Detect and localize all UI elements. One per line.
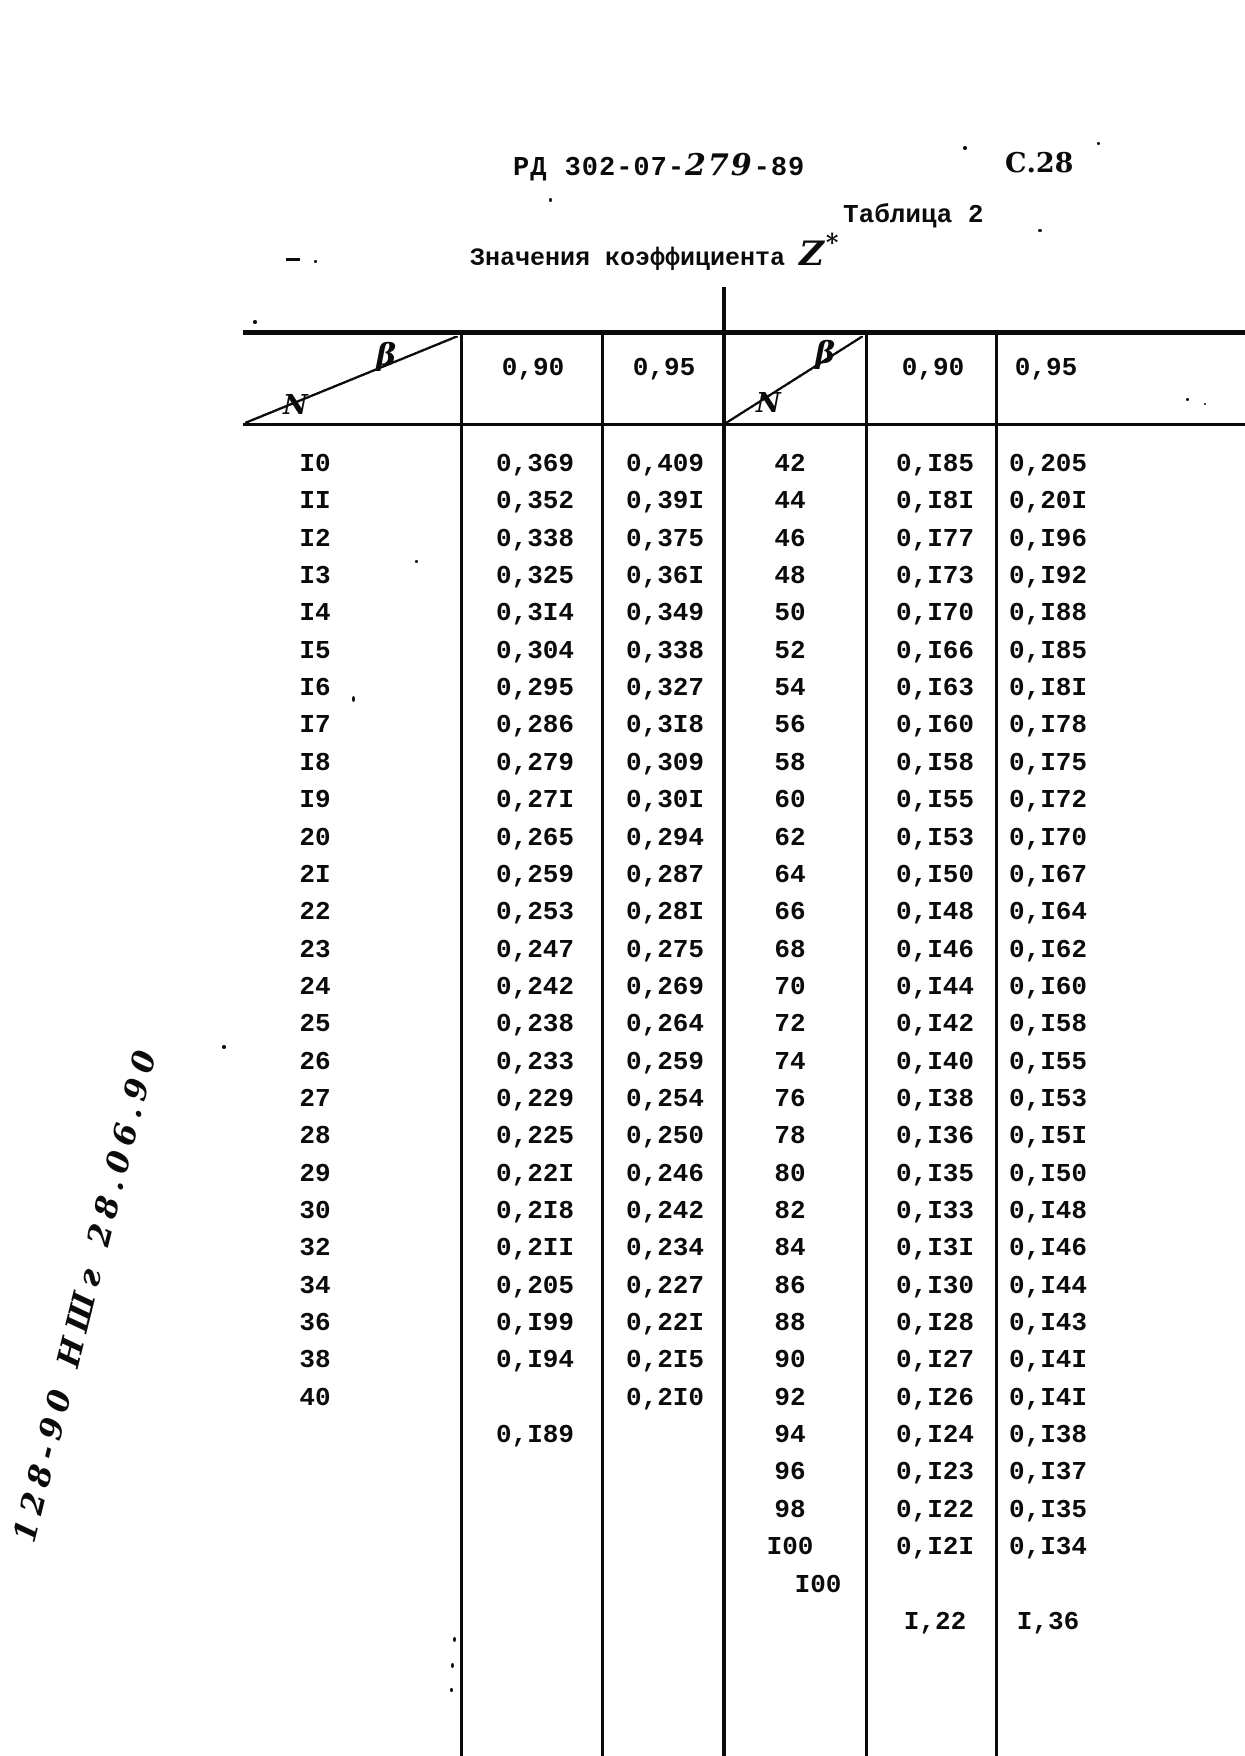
table-cell: I7: [299, 710, 331, 741]
table-cell: 0,I66: [895, 635, 974, 666]
table-cell: 54: [774, 673, 806, 704]
table-cell: 30: [299, 1196, 331, 1226]
table-cell: 46: [774, 523, 806, 554]
table-cell: 48: [774, 561, 806, 592]
beta-label: β: [815, 336, 835, 371]
speckle: [352, 696, 355, 702]
table-cell: 0,I50: [895, 859, 974, 890]
table-cell: 0,I35: [1008, 1494, 1087, 1525]
table-cell: 52: [774, 635, 806, 666]
table-cell: 0,36I: [625, 561, 704, 592]
table-row: [0, 820, 1245, 857]
table-cell: 0,39I: [625, 486, 704, 517]
table-row: [0, 1604, 1245, 1641]
document-number-handwritten: 279: [685, 148, 754, 183]
table-cell: 84: [774, 1233, 806, 1264]
table-cell: 0,I30: [895, 1270, 974, 1301]
table-row: [0, 1193, 1245, 1230]
table-cell: 0,I38: [1008, 1420, 1087, 1451]
table-cell: 0,304: [495, 635, 574, 666]
table-row: [0, 745, 1245, 782]
page-number: С.28: [1005, 148, 1074, 179]
coefficient-star: *: [825, 228, 839, 257]
speckle: [451, 1663, 454, 1668]
table-cell: 0,I63: [895, 673, 974, 704]
table-cell: 0,3I8: [625, 710, 704, 741]
table-row: [0, 1044, 1245, 1081]
table-cell: 0,409: [625, 449, 704, 479]
table-cell: 88: [774, 1308, 806, 1339]
table-row: [0, 1454, 1245, 1491]
table-cell: 42: [774, 449, 806, 479]
table-cell: 0,338: [495, 523, 574, 554]
table-cell: 0,I55: [1008, 1046, 1087, 1077]
table-cell: I9: [299, 785, 331, 816]
table-cell: 0,I8I: [895, 486, 974, 517]
table-row: [0, 446, 1245, 483]
speckle: [253, 320, 257, 324]
table-cell: 0,I58: [1008, 1009, 1087, 1040]
speckle: [1038, 229, 1042, 232]
table-cell: I2: [299, 523, 331, 554]
table-cell: 32: [299, 1233, 331, 1264]
table-cell: 0,30I: [625, 785, 704, 816]
table-cell: 0,242: [625, 1196, 704, 1226]
table-cell: 0,229: [495, 1083, 574, 1114]
table-cell: 0,I35: [895, 1158, 974, 1189]
table-cell: 0,I24: [895, 1420, 974, 1451]
table-cell: 0,279: [495, 747, 574, 778]
speckle: [453, 1637, 456, 1642]
table-cell: 0,349: [625, 598, 704, 629]
table-cell: 60: [774, 785, 806, 816]
table-cell: 0,I43: [1008, 1308, 1087, 1339]
table-cell: 0,265: [495, 822, 574, 853]
table-cell: 0,I8I: [1008, 673, 1087, 704]
table-row: [0, 558, 1245, 595]
table-cell: 38: [299, 1345, 331, 1376]
table-row: [0, 1567, 1245, 1604]
table-cell: 0,I23: [895, 1457, 974, 1488]
table-cell: 0,287: [625, 859, 704, 890]
table-row: [0, 1081, 1245, 1118]
table-cell: 0,2II: [495, 1233, 574, 1264]
table-cell: 80: [774, 1158, 806, 1189]
table-cell: 0,325: [495, 561, 574, 592]
table-row: [0, 1492, 1245, 1529]
table-cell: 0,259: [495, 859, 574, 890]
stray-dash: [286, 258, 300, 261]
table-cell: 0,I77: [895, 523, 974, 554]
table-cell: I0: [299, 449, 331, 479]
table-cell: 0,227: [625, 1270, 704, 1301]
n-label: N: [283, 390, 308, 421]
table-row: [0, 1342, 1245, 1379]
table-cell: 74: [774, 1046, 806, 1077]
table-cell: 0,I5I: [1008, 1121, 1087, 1152]
table-row: [0, 1529, 1245, 1566]
table-cell: 0,309: [625, 747, 704, 778]
table-cell: 2I: [299, 859, 331, 890]
table-cell: 64: [774, 859, 806, 890]
table-cell: 0,I75: [1008, 747, 1087, 778]
table-row: [0, 1118, 1245, 1155]
table-cell: 0,I96: [1008, 523, 1087, 554]
table-row: [0, 1006, 1245, 1043]
table-cell: 0,I64: [1008, 897, 1087, 928]
table-cell: 0,246: [625, 1158, 704, 1189]
table-cell: I6: [299, 673, 331, 704]
table-cell: 92: [774, 1382, 806, 1413]
table-cell: 0,I4I: [1008, 1382, 1087, 1413]
table-cell: 96: [774, 1457, 806, 1488]
table-row: [0, 1230, 1245, 1267]
table-row: [0, 894, 1245, 931]
table-cell: 0,I92: [1008, 561, 1087, 592]
table-row: [0, 521, 1245, 558]
table-cell: 0,242: [495, 971, 574, 1002]
table-cell: 0,I44: [1008, 1270, 1087, 1301]
corner-cell-left: [245, 336, 458, 423]
table-cell: 0,I70: [895, 598, 974, 629]
table-cell: 0,253: [495, 897, 574, 928]
table-cell: 0,338: [625, 635, 704, 666]
table-row: [0, 633, 1245, 670]
table-cell: 0,225: [495, 1121, 574, 1152]
table-row: [0, 707, 1245, 744]
table-cell: 0,247: [495, 934, 574, 965]
table-cell: 0,238: [495, 1009, 574, 1040]
table-cell: 27: [299, 1083, 331, 1114]
speckle: [1186, 398, 1189, 401]
table-cell: 0,I28: [895, 1308, 974, 1339]
table-cell: 0,233: [495, 1046, 574, 1077]
table-cell: 68: [774, 934, 806, 965]
column-header-095-left: 0,95: [632, 353, 696, 383]
table-row: [0, 1380, 1245, 1417]
table-cell: 0,250: [625, 1121, 704, 1152]
table-cell: 0,I2I: [895, 1532, 974, 1563]
table-cell: 0,369: [495, 449, 574, 479]
table-cell: 78: [774, 1121, 806, 1152]
table-row: [0, 1417, 1245, 1454]
table-cell: 0,27I: [495, 785, 574, 816]
table-top-rule: [243, 330, 1245, 335]
table-cell: 0,I48: [1008, 1196, 1087, 1226]
table-cell: 66: [774, 897, 806, 928]
table-cell: 0,2I0: [625, 1382, 704, 1413]
table-cell: 0,I85: [895, 449, 974, 479]
table-cell: I3: [299, 561, 331, 592]
table-cell: 0,I22: [895, 1494, 974, 1525]
table-row: [0, 782, 1245, 819]
table-cell: II: [299, 486, 331, 517]
table-cell: 0,I60: [895, 710, 974, 741]
table-cell: 20: [299, 822, 331, 853]
table-cell: 0,I37: [1008, 1457, 1087, 1488]
table-cell: 0,375: [625, 523, 704, 554]
table-cell: 0,28I: [625, 897, 704, 928]
table-cell: 0,234: [625, 1233, 704, 1264]
table-cell: 22: [299, 897, 331, 928]
table-cell: 0,3I4: [495, 598, 574, 629]
table-cell: 0,205: [495, 1270, 574, 1301]
table-cell: I5: [299, 635, 331, 666]
table-cell: 0,I53: [1008, 1083, 1087, 1114]
column-header-090-right: 0,90: [901, 353, 965, 383]
table-cell: 24: [299, 971, 331, 1002]
table-cell: 0,I40: [895, 1046, 974, 1077]
table-cell: 0,2I5: [625, 1345, 704, 1376]
table-cell: I00: [794, 1569, 842, 1600]
table-cell: 40: [299, 1382, 331, 1413]
table-cell: 94: [774, 1420, 806, 1451]
table-cell: 86: [774, 1270, 806, 1301]
table-cell: 76: [774, 1083, 806, 1114]
table-cell: 26: [299, 1046, 331, 1077]
speckle: [415, 560, 418, 563]
table-cell: 0,I78: [1008, 710, 1087, 741]
table-row: [0, 670, 1245, 707]
table-cell: 82: [774, 1196, 806, 1226]
table-cell: 0,264: [625, 1009, 704, 1040]
table-cell: 0,2I8: [495, 1196, 574, 1226]
table-cell: I,36: [1016, 1606, 1080, 1637]
table-cell: 72: [774, 1009, 806, 1040]
table-cell: 56: [774, 710, 806, 741]
table-cell: 0,352: [495, 486, 574, 517]
beta-label: β: [376, 338, 396, 373]
table-cell: 0,I46: [895, 934, 974, 965]
document-number-prefix: РД 302-07-: [513, 154, 686, 184]
table-caption: [470, 228, 839, 274]
table-cell: 0,I27: [895, 1345, 974, 1376]
table-row: [0, 1268, 1245, 1305]
table-row: [0, 932, 1245, 969]
table-cell: 0,I46: [1008, 1233, 1087, 1264]
margin-handwriting: 128-90 НШг 28.06.90: [6, 1040, 166, 1546]
table-cell: 0,I88: [1008, 598, 1087, 629]
speckle: [314, 260, 317, 263]
table-cell: 34: [299, 1270, 331, 1301]
table-cell: 0,254: [625, 1083, 704, 1114]
table-cell: 36: [299, 1308, 331, 1339]
column-header-090-left: 0,90: [501, 353, 565, 383]
table-cell: 0,I3I: [895, 1233, 974, 1264]
table-cell: 0,I36: [895, 1121, 974, 1152]
table-cell: 44: [774, 486, 806, 517]
table-cell: 90: [774, 1345, 806, 1376]
table-cell: 0,22I: [495, 1158, 574, 1189]
table-cell: 98: [774, 1494, 806, 1525]
table-cell: 0,I55: [895, 785, 974, 816]
column-header-095-right: 0,95: [1014, 353, 1078, 383]
table-cell: 0,I73: [895, 561, 974, 592]
coefficient-symbol: Z: [799, 234, 824, 274]
table-cell: I4: [299, 598, 331, 629]
table-cell: 70: [774, 971, 806, 1002]
table-cell: 29: [299, 1158, 331, 1189]
table-cell: 0,I94: [495, 1345, 574, 1376]
caption-text: Значения коэффициента: [470, 244, 786, 273]
table-cell: 0,327: [625, 673, 704, 704]
table-cell: 0,I89: [495, 1420, 574, 1451]
speckle: [1097, 142, 1100, 145]
table-cell: 0,I38: [895, 1083, 974, 1114]
table-row: [0, 969, 1245, 1006]
table-cell: 0,295: [495, 673, 574, 704]
table-cell: 0,I72: [1008, 785, 1087, 816]
table-cell: 58: [774, 747, 806, 778]
table-cell: 0,286: [495, 710, 574, 741]
document-number-suffix: -89: [753, 154, 806, 184]
table-cell: I00: [766, 1532, 814, 1563]
table-cell: 0,20I: [1008, 486, 1087, 517]
speckle: [450, 1688, 453, 1692]
document-number: [513, 148, 805, 184]
corner-cell-right: [726, 336, 863, 423]
table-cell: 0,I26: [895, 1382, 974, 1413]
table-cell: 25: [299, 1009, 331, 1040]
table-cell: 0,I34: [1008, 1532, 1087, 1563]
table-row: [0, 857, 1245, 894]
table-cell: 0,I44: [895, 971, 974, 1002]
table-cell: 0,269: [625, 971, 704, 1002]
table-header-separator: [243, 423, 1245, 426]
table-cell: 0,I48: [895, 897, 974, 928]
n-label: N: [756, 388, 781, 419]
table-cell: 0,294: [625, 822, 704, 853]
table-cell: 23: [299, 934, 331, 965]
table-cell: 0,205: [1008, 449, 1087, 479]
table-cell: 0,I50: [1008, 1158, 1087, 1189]
table-cell: 28: [299, 1121, 331, 1152]
table-cell: 0,I42: [895, 1009, 974, 1040]
table-row: [0, 595, 1245, 632]
speckle: [549, 198, 552, 202]
speckle: [1204, 403, 1206, 405]
table-cell: 0,275: [625, 934, 704, 965]
table-label: Таблица 2: [843, 200, 984, 230]
table-cell: 0,I62: [1008, 934, 1087, 965]
table-row: [0, 483, 1245, 520]
table-cell: 0,I85: [1008, 635, 1087, 666]
table-row: [0, 1156, 1245, 1193]
table-cell: 0,I53: [895, 822, 974, 853]
table-row: [0, 1305, 1245, 1342]
table-cell: 0,I67: [1008, 859, 1087, 890]
table-cell: 0,I33: [895, 1196, 974, 1226]
table-cell: 50: [774, 598, 806, 629]
table-cell: I,22: [903, 1606, 967, 1637]
table-cell: 0,I99: [495, 1308, 574, 1339]
table-cell: 0,I60: [1008, 971, 1087, 1002]
speckle: [222, 1045, 226, 1049]
table-cell: 0,I4I: [1008, 1345, 1087, 1376]
table-cell: 0,259: [625, 1046, 704, 1077]
table-cell: 0,I70: [1008, 822, 1087, 853]
table-cell: 62: [774, 822, 806, 853]
table-cell: 0,22I: [625, 1308, 704, 1339]
table-cell: 0,I58: [895, 747, 974, 778]
speckle: [963, 146, 967, 150]
table-cell: I8: [299, 747, 331, 778]
